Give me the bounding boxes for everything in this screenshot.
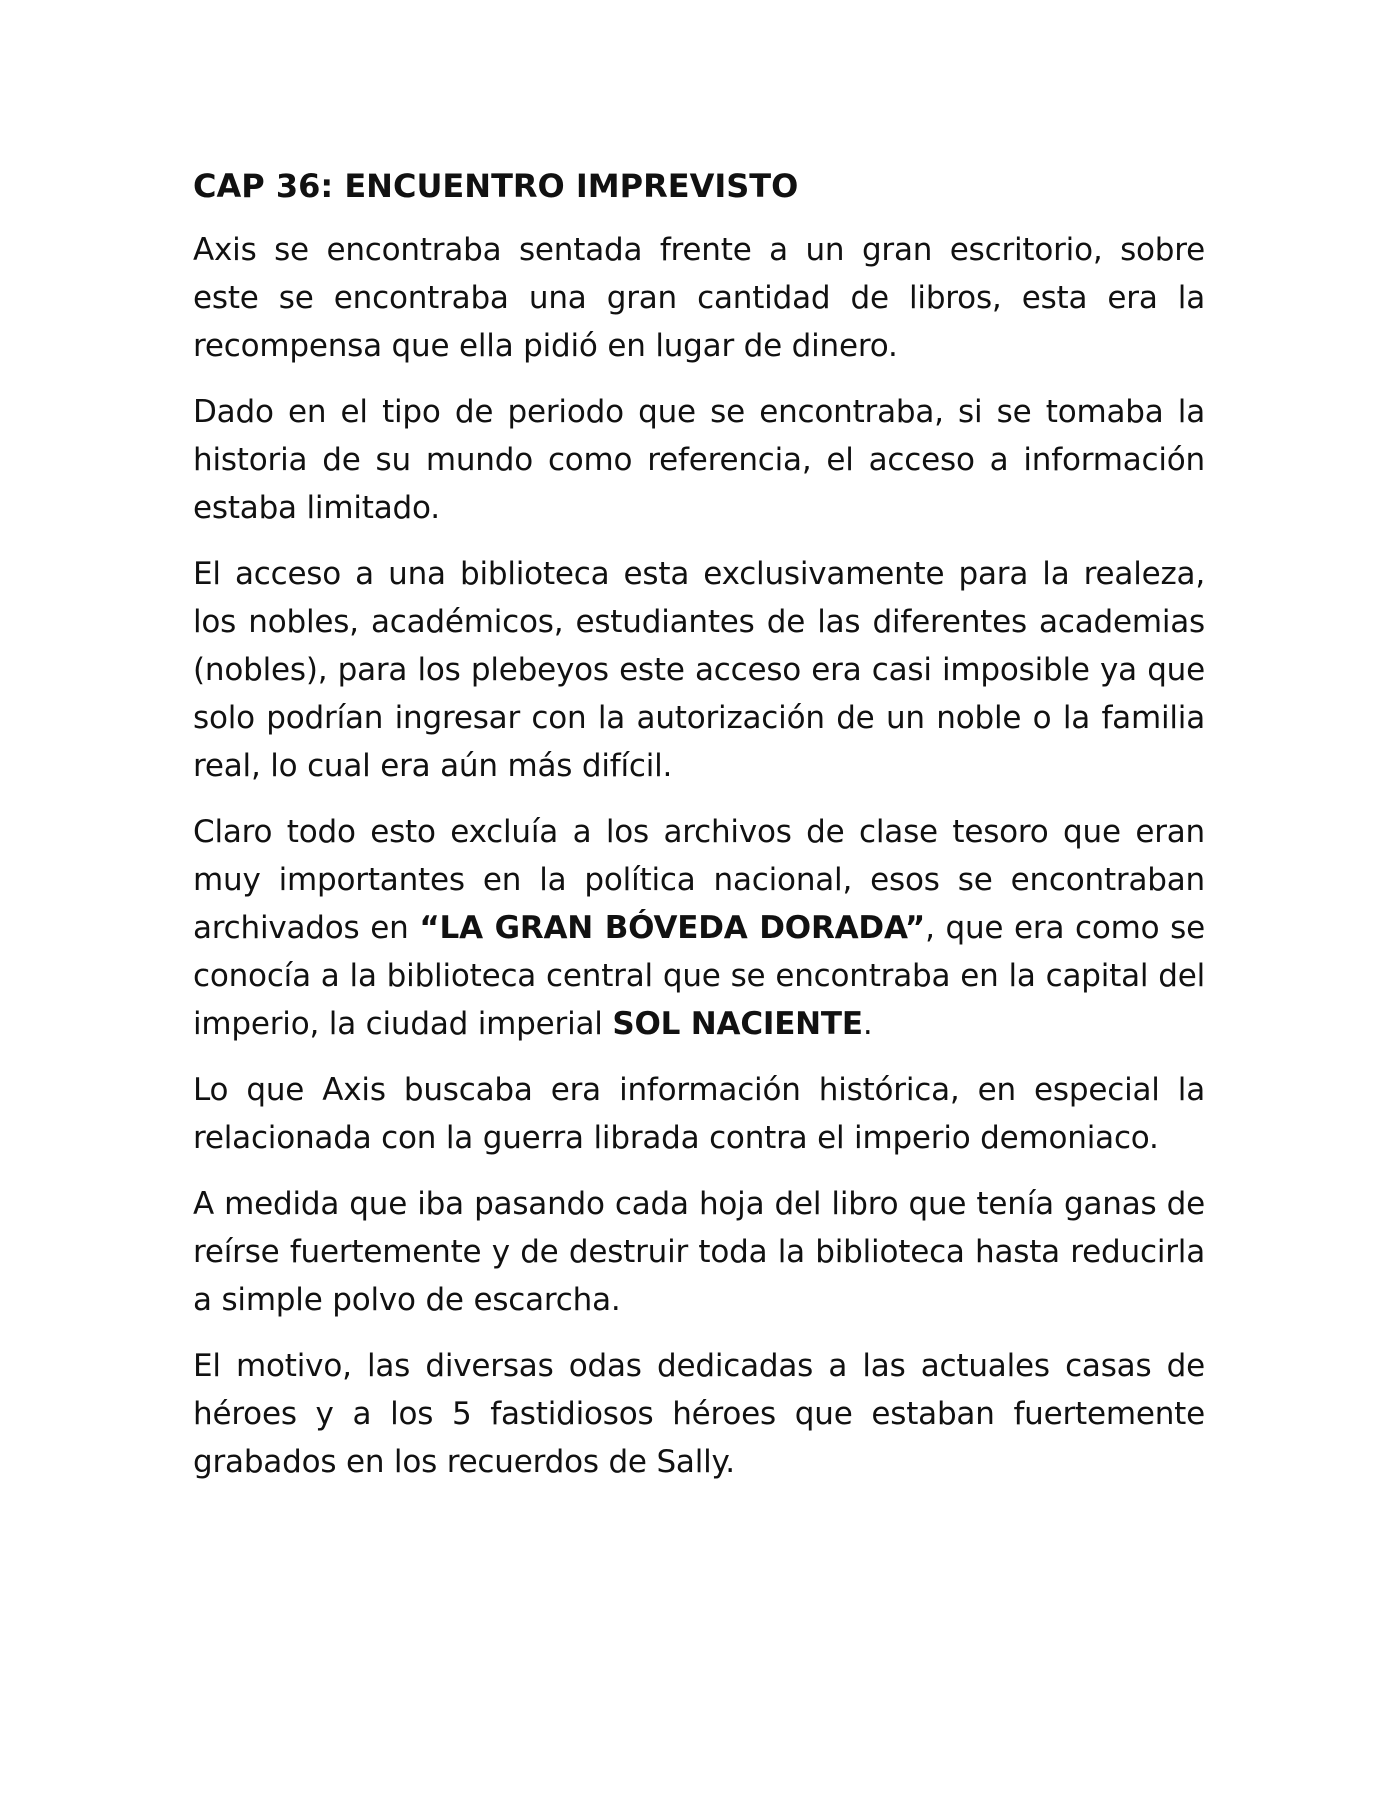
paragraph-2: Dado en el tipo de periodo que se encontraba, si se tomaba la historia de su mundo como referencia, el acceso a información estaba limitado. — [193, 394, 1205, 526]
paragraph-7: El motivo, las diversas odas dedicadas a las actuales casas de héroes y a los 5 fastidiosos héroes que estaban fuertemente grabados en los recuerdos de Sally. — [193, 1348, 1205, 1480]
paragraph-4-text-c: . — [862, 1006, 873, 1042]
chapter-content — [193, 162, 1205, 1504]
paragraph-4-text-a: Claro todo esto excluía a los archivos de clase tesoro que eran muy importantes en la política nacional, esos se encontraban archivados en — [193, 814, 1205, 946]
paragraph-5: Lo que Axis buscaba era información histórica, en especial la relacionada con la guerra librada contra el imperio demoniaco. — [193, 1072, 1205, 1156]
paragraph-1: Axis se encontraba sentada frente a un gran escritorio, sobre este se encontraba una gran cantidad de libros, esta era la recompensa que ella pidió en lugar de dinero. — [193, 232, 1205, 364]
paragraph-4-text-b: , que era como se conocía a la biblioteca central que se encontraba en la capital del imperio, la ciudad imperial — [193, 910, 1205, 1042]
sol-naciente-name: SOL NACIENTE — [612, 1006, 863, 1042]
chapter-title: CAP 36: ENCUENTRO IMPREVISTO — [193, 167, 799, 205]
boveda-dorada-name: “LA GRAN BÓVEDA DORADA” — [419, 910, 926, 946]
paragraph-6: A medida que iba pasando cada hoja del libro que tenía ganas de reírse fuertemente y de destruir toda la biblioteca hasta reducirla a simple polvo de escarcha. — [193, 1186, 1205, 1318]
paragraph-3: El acceso a una biblioteca esta exclusivamente para la realeza, los nobles, académicos, estudiantes de las diferentes academias (nobles), para los plebeyos este acceso era casi imposible ya que solo podrían ingresar con la autorización de un noble o la familia real, lo cual era aún más difícil. — [193, 556, 1205, 784]
paragraph-4 — [193, 808, 1205, 1048]
